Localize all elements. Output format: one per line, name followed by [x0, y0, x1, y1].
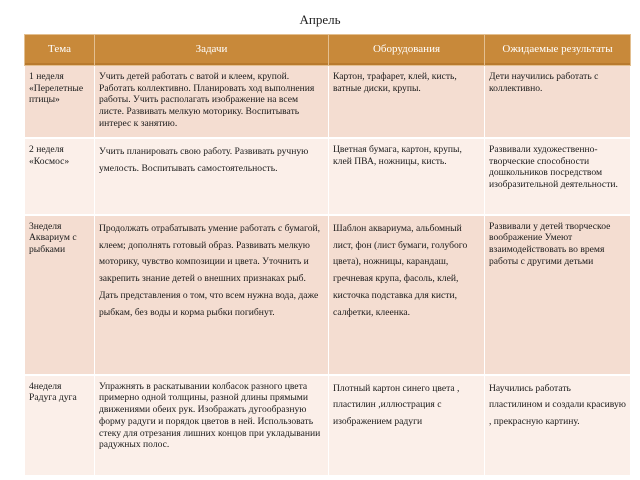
cell-topic: 2 неделя «Космос»: [25, 138, 95, 215]
cell-tasks: Продолжать отрабатывать умение работать с бумагой, клеем; дополнять готовый образ. Развивать мелкую моторику, чувство композиции и цвета. Уточнить и закрепить знание детей о внешних признаках рыб. Дать представления о том, что всем нужна вода, даже рыбкам, без воды и корма рыбки погибнут.: [95, 215, 329, 375]
cell-equipment: Картон, трафарет, клей, кисть, ватные диски, крупы.: [329, 66, 485, 139]
table-row: [25, 375, 631, 476]
table-header-row: [25, 35, 631, 66]
cell-equipment: Шаблон аквариума, альбомный лист, фон (лист бумаги, голубого цвета), ножницы, карандаш, гречневая крупа, фасоль, клей, кисточка подставка для кисти, салфетки, клеенка.: [329, 215, 485, 375]
header-equipment: Оборудования: [329, 35, 485, 66]
header-topic: Тема: [25, 35, 95, 66]
table-row: [25, 138, 631, 215]
lesson-plan-table: [24, 34, 631, 477]
cell-results: Развивали художественно-творческие способности дошкольников посредством изобразительной деятельности.: [485, 138, 631, 215]
cell-equipment: Цветная бумага, картон, крупы, клей ПВА, ножницы, кисть.: [329, 138, 485, 215]
header-results: Ожидаемые результаты: [485, 35, 631, 66]
cell-results: Научились работать пластилином и создали красивую , прекрасную картину.: [485, 375, 631, 476]
cell-tasks: Учить планировать свою работу. Развивать ручную умелость. Воспитывать самостоятельность.: [95, 138, 329, 215]
cell-tasks: Учить детей работать с ватой и клеем, крупой. Работать коллективно. Планировать ход выполнения работы. Учить располагать изображение на всем листе. Развивать мелкую моторику. Воспитывать интерес к занятию.: [95, 66, 329, 139]
cell-topic: 4неделя Радуга дуга: [25, 375, 95, 476]
cell-results: Дети научились работать с коллективно.: [485, 66, 631, 139]
page-title: Апрель: [299, 12, 341, 27]
cell-results: Развивали у детей творческое воображение Умеют взаимодействовать во время работы с другими детьми: [485, 215, 631, 375]
header-tasks: Задачи: [95, 35, 329, 66]
cell-topic: 3неделя Аквариум с рыбками: [25, 215, 95, 375]
table-row: [25, 215, 631, 375]
cell-equipment: Плотный картон синего цвета , пластилин ,иллюстрация с изображением радуги: [329, 375, 485, 476]
table-row: [25, 66, 631, 139]
cell-tasks: Упражнять в раскатывании колбасок разного цвета примерно одной толщины, разной длины прямыми движениями обеих рук. Изображать дугообразную форму радуги и порядок цветов в ней. Использовать стеку для отрезания лишних концов при укладывании радужных полос.: [95, 375, 329, 476]
cell-topic: 1 неделя «Перелетные птицы»: [25, 66, 95, 139]
